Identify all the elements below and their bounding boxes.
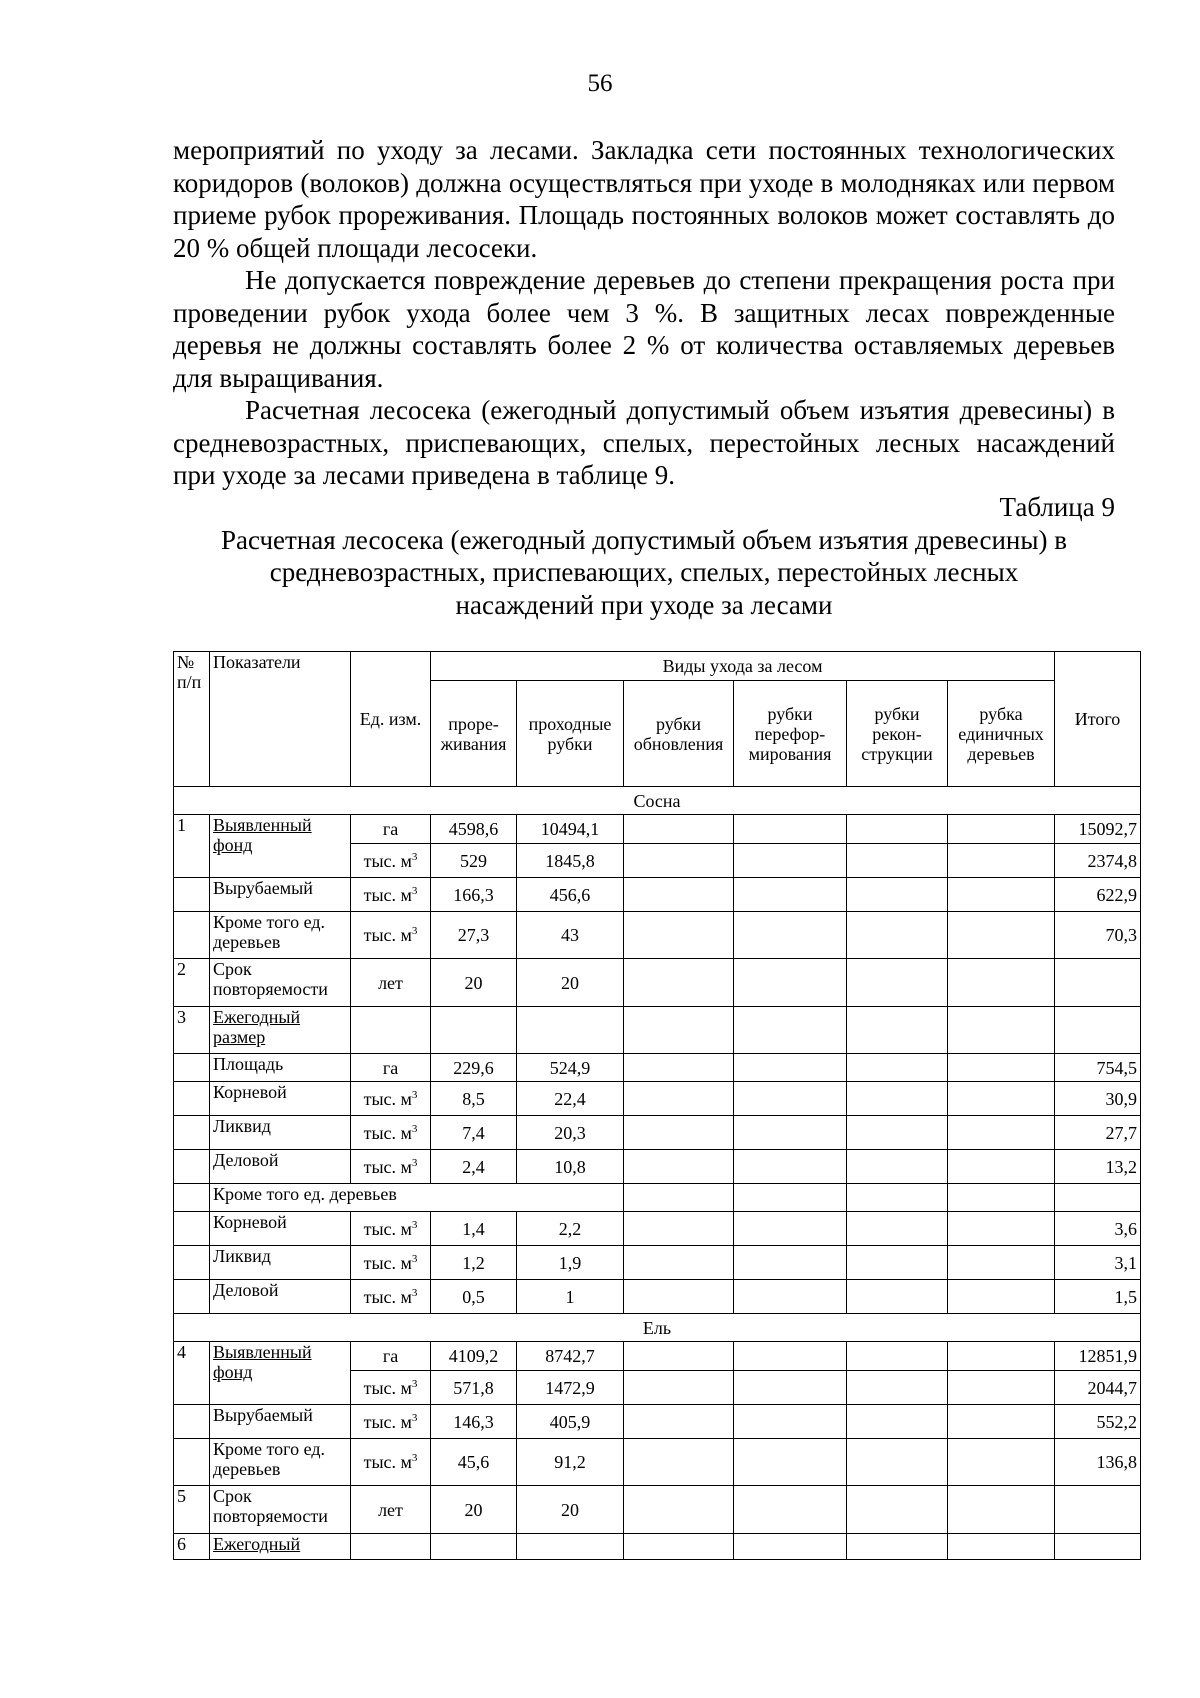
row-label: Ликвид	[210, 1246, 351, 1280]
row-num: 1	[174, 815, 210, 878]
value-cell: 166,3	[431, 878, 517, 912]
header-care-types: Виды ухода за лесом	[431, 652, 1055, 681]
paragraph: Расчетная лесосека (ежегодный допустимый объем изъятия древесины) в средневозрастных, приспевающих, спелых, перестойных лесных насаждений при уходе за лесами приведена в таблице 9.	[173, 395, 1115, 490]
total-cell: 552,2	[1055, 1405, 1141, 1439]
value-cell: 20	[517, 959, 624, 1007]
table-row	[174, 1184, 1141, 1212]
unit-cell: тыс. $м^3$	[351, 1212, 431, 1246]
unit-cell: тыс. $м^3$	[351, 1405, 431, 1439]
value-cell: 7,4	[431, 1116, 517, 1150]
value-cell: 1,4	[431, 1212, 517, 1246]
unit-cell: тыс. $м^3$	[351, 912, 431, 959]
value-cell: 529	[431, 844, 517, 878]
unit-cell: тыс. $м^3$	[351, 1439, 431, 1486]
body-text	[173, 134, 1115, 492]
value-cell: 1472,9	[517, 1371, 624, 1405]
total-cell: 136,8	[1055, 1439, 1141, 1486]
value-cell: 8742,7	[517, 1342, 624, 1371]
unit-cell: лет	[351, 1486, 431, 1534]
header-renewal: рубки обновления	[624, 681, 734, 787]
table-row	[174, 912, 1141, 959]
value-cell: 4598,6	[431, 815, 517, 844]
value-cell: 524,9	[517, 1054, 624, 1082]
total-cell: 3,1	[1055, 1246, 1141, 1280]
row-label: Ежегодный размер	[210, 1007, 351, 1054]
value-cell: 20	[431, 959, 517, 1007]
row-label: Кроме того ед. деревьев	[210, 1439, 351, 1486]
total-cell: 2044,7	[1055, 1371, 1141, 1405]
unit-cell: тыс. $м^3$	[351, 1280, 431, 1314]
row-num: 6	[174, 1534, 210, 1560]
value-cell: 405,9	[517, 1405, 624, 1439]
table-label: Таблица 9	[999, 492, 1115, 522]
unit-cell: тыс. $м^3$	[351, 878, 431, 912]
table-row	[174, 1246, 1141, 1280]
section-header: Ель	[174, 1314, 1141, 1342]
value-cell: 1,9	[517, 1246, 624, 1280]
header-passing: проходные рубки	[517, 681, 624, 787]
unit-cell: тыс. $м^3$	[351, 1246, 431, 1280]
value-cell: 146,3	[431, 1405, 517, 1439]
header-total: Итого	[1055, 652, 1141, 787]
table-row	[174, 1150, 1141, 1184]
row-label: Выявленный фонд	[210, 815, 351, 878]
value-cell: 2,2	[517, 1212, 624, 1246]
value-cell: 8,5	[431, 1082, 517, 1116]
value-cell: 229,6	[431, 1054, 517, 1082]
table-row	[174, 1280, 1141, 1314]
unit-cell: га	[351, 1342, 431, 1371]
unit-cell: тыс. $м^3$	[351, 1082, 431, 1116]
row-label: Выявленный фонд	[210, 1342, 351, 1405]
table-row	[174, 959, 1141, 1007]
row-label: Вырубаемый	[210, 878, 351, 912]
table-row	[174, 1054, 1141, 1082]
row-label: Срок повторяемости	[210, 1486, 351, 1534]
header-thinning: проре- живания	[431, 681, 517, 787]
total-cell: 754,5	[1055, 1054, 1141, 1082]
value-cell: 43	[517, 912, 624, 959]
header-single-trees: рубка единичных деревьев	[948, 681, 1055, 787]
unit-cell: га	[351, 815, 431, 844]
header-unit: Ед. изм.	[351, 652, 431, 787]
value-cell: 20	[517, 1486, 624, 1534]
unit-cell: лет	[351, 959, 431, 1007]
paragraph: мероприятий по уходу за лесами. Закладка сети постоянных технологических коридоров (волоков) должна осуществляться при уходе в молодняках или первом приеме рубок прореживания. Площадь постоянных волоков может составлять до 20 % общей площади лесосеки.	[173, 135, 1115, 263]
row-label: Деловой	[210, 1150, 351, 1184]
table-row	[174, 1082, 1141, 1116]
table-row	[174, 1212, 1141, 1246]
table-row	[174, 1534, 1141, 1560]
table-row	[174, 1439, 1141, 1486]
header-reconstruction: рубки рекон- струкции	[847, 681, 948, 787]
row-num: 5	[174, 1486, 210, 1534]
row-num: 3	[174, 1007, 210, 1054]
forest-care-table	[173, 651, 1141, 1560]
value-cell: 10494,1	[517, 815, 624, 844]
header-indicator: Показатели	[210, 652, 351, 787]
value-cell: 1,2	[431, 1246, 517, 1280]
value-cell: 456,6	[517, 878, 624, 912]
value-cell: 20	[431, 1486, 517, 1534]
table-row	[174, 1486, 1141, 1534]
value-cell: 1	[517, 1280, 624, 1314]
table-row	[174, 1405, 1141, 1439]
table-caption	[173, 491, 1115, 621]
row-label: Вырубаемый	[210, 1405, 351, 1439]
row-label: Корневой	[210, 1212, 351, 1246]
header-num: № п/п	[174, 652, 210, 787]
row-label: Ликвид	[210, 1116, 351, 1150]
value-cell: 91,2	[517, 1439, 624, 1486]
total-cell: 27,7	[1055, 1116, 1141, 1150]
value-cell: 571,8	[431, 1371, 517, 1405]
value-cell: 0,5	[431, 1280, 517, 1314]
unit-cell: га	[351, 1054, 431, 1082]
total-cell: 12851,9	[1055, 1342, 1141, 1371]
row-label: Кроме того ед. деревьев	[210, 912, 351, 959]
unit-cell: тыс. $м^3$	[351, 844, 431, 878]
total-cell: 3,6	[1055, 1212, 1141, 1246]
row-label: Площадь	[210, 1054, 351, 1082]
row-label: Деловой	[210, 1280, 351, 1314]
table-row	[174, 878, 1141, 912]
total-cell: 70,3	[1055, 912, 1141, 959]
total-cell: 1,5	[1055, 1280, 1141, 1314]
value-cell: 4109,2	[431, 1342, 517, 1371]
table-row	[174, 1007, 1141, 1054]
total-cell: 13,2	[1055, 1150, 1141, 1184]
row-num: 4	[174, 1342, 210, 1405]
table-row	[174, 1116, 1141, 1150]
paragraph: Не допускается повреждение деревьев до степени прекращения роста при проведении рубок ухода более чем 3 %. В защитных лесах поврежденные деревья не должны составлять более 2 % от количества оставляемых деревьев для выращивания.	[173, 265, 1115, 393]
row-label: Срок повторяемости	[210, 959, 351, 1007]
value-cell: 2,4	[431, 1150, 517, 1184]
total-cell: 2374,8	[1055, 844, 1141, 878]
section-header: Сосна	[174, 787, 1141, 815]
total-cell: 622,9	[1055, 878, 1141, 912]
total-cell: 30,9	[1055, 1082, 1141, 1116]
value-cell: 45,6	[431, 1439, 517, 1486]
table-row	[174, 1342, 1141, 1371]
page-number: 56	[587, 70, 613, 97]
value-cell: 27,3	[431, 912, 517, 959]
value-cell: 22,4	[517, 1082, 624, 1116]
unit-cell: тыс. $м^3$	[351, 1371, 431, 1405]
table-title: Расчетная лесосека (ежегодный допустимый объем изъятия древесины) в средневозрастных, приспевающих, спелых, перестойных лесных насаждений при уходе за лесами	[221, 524, 1067, 620]
value-cell: 1845,8	[517, 844, 624, 878]
row-num: 2	[174, 959, 210, 1007]
row-label: Кроме того ед. деревьев	[210, 1184, 517, 1212]
unit-cell: тыс. $м^3$	[351, 1116, 431, 1150]
row-label: Ежегодный	[210, 1534, 351, 1560]
row-label: Корневой	[210, 1082, 351, 1116]
value-cell: 20,3	[517, 1116, 624, 1150]
value-cell: 10,8	[517, 1150, 624, 1184]
total-cell: 15092,7	[1055, 815, 1141, 844]
unit-cell: тыс. $м^3$	[351, 1150, 431, 1184]
table-row	[174, 815, 1141, 844]
header-reformation: рубки перефор- мирования	[734, 681, 847, 787]
